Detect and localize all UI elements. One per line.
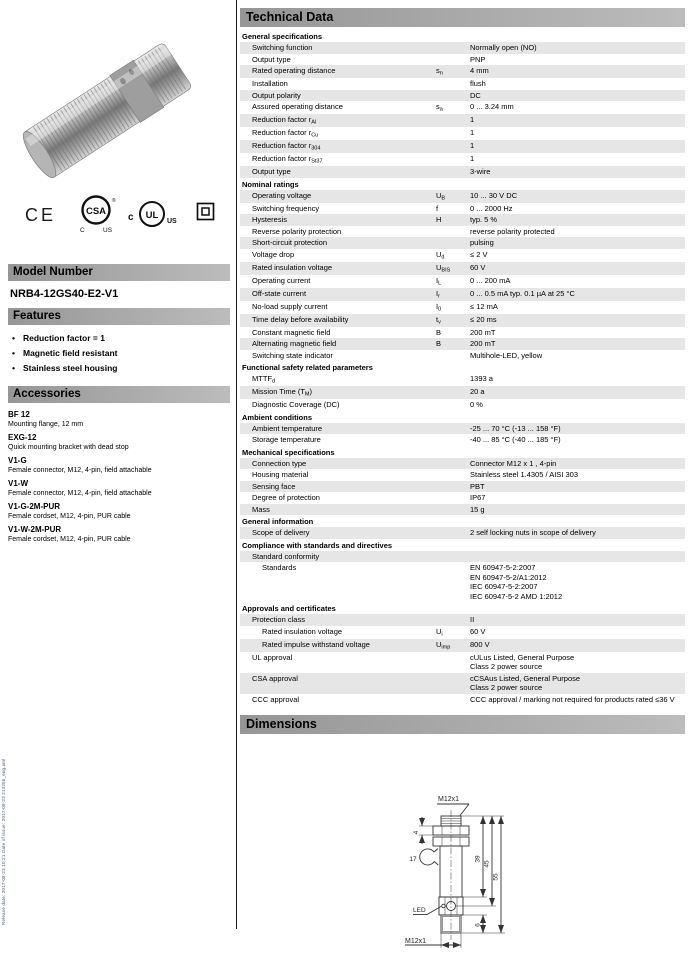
spec-value: flush xyxy=(470,79,486,88)
spec-value: PNP xyxy=(470,54,486,64)
spec-row xyxy=(240,166,685,178)
spec-row xyxy=(240,262,685,275)
dim-label-led: LED xyxy=(413,907,426,914)
spec-row xyxy=(240,481,685,493)
spec-row xyxy=(240,78,685,90)
svg-text:CSA: CSA xyxy=(85,206,107,217)
spec-label: Operating voltage xyxy=(252,190,312,200)
spec-label: Rated operating distance xyxy=(252,66,336,75)
accessory-name: EXG-12 xyxy=(8,433,37,442)
spec-label: Installation xyxy=(252,79,288,88)
spec-value: 0 ... 3.24 mm xyxy=(470,102,514,111)
spec-row xyxy=(240,614,685,626)
spec-row xyxy=(240,399,685,411)
cul-us-mark-icon xyxy=(126,198,180,232)
spec-value: 0 ... 0.5 mA typ. 0.1 µA at 25 °C xyxy=(470,288,575,298)
spec-row xyxy=(240,492,685,504)
spec-value: cULus Listed, General Purpose Class 2 power source xyxy=(470,652,575,671)
spec-value: 10 ... 30 V DC xyxy=(470,190,518,200)
dim-label-17: 17 xyxy=(409,856,417,863)
spec-row xyxy=(240,373,685,386)
accessory-description: Mounting flange, 12 mm xyxy=(8,421,84,428)
protection-class-ii-icon xyxy=(196,202,216,222)
spec-row xyxy=(240,114,685,127)
sensor-body-illustration xyxy=(18,41,194,182)
svg-text:UL: UL xyxy=(145,210,159,221)
spec-row xyxy=(240,214,685,226)
spec-value: 200 mT xyxy=(470,327,496,337)
svg-text:C: C xyxy=(80,227,85,234)
feature-item: • Reduction factor = 1 xyxy=(12,331,230,346)
spec-row xyxy=(240,54,685,66)
spec-label: $MTTF_d$ xyxy=(252,374,276,385)
spec-row xyxy=(240,327,685,339)
dim-label-6: 6 xyxy=(474,923,482,927)
spec-value: 1 xyxy=(470,128,475,137)
spec-row xyxy=(240,652,685,673)
spec-label: UL approval xyxy=(252,652,293,662)
spec-value: Stainless steel 1.4305 / AISI 303 xyxy=(470,470,578,479)
accessory-name: V1-W xyxy=(8,479,28,488)
dim-label-thread-bottom: M12x1 xyxy=(405,938,427,945)
dim-label-39: 39 xyxy=(474,855,482,863)
svg-text:US: US xyxy=(103,227,113,234)
feature-item: • Stainless steel housing xyxy=(12,361,230,376)
spec-value: 20 a xyxy=(470,387,485,396)
spec-symbol: $s_n$ xyxy=(436,66,443,77)
spec-row xyxy=(240,203,685,215)
dimension-drawing-svg xyxy=(375,754,600,969)
spec-symbol: B xyxy=(436,339,442,348)
spec-label: Switching frequency xyxy=(252,203,320,213)
spec-symbol: $t_v$ xyxy=(436,314,441,325)
features-header: Features xyxy=(8,308,230,325)
csa-mark-icon xyxy=(74,192,120,238)
spec-symbol: $U_d$ xyxy=(436,249,445,260)
feature-item: • Magnetic field resistant xyxy=(12,346,230,361)
spec-value: ≤ 12 mA xyxy=(470,301,498,311)
spec-label: No-load supply current xyxy=(252,301,328,311)
dim-label-55: 55 xyxy=(492,873,500,881)
spec-value: Multihole-LED, yellow xyxy=(470,350,543,360)
spec-symbol: $U_{imp}$ xyxy=(436,639,451,650)
spec-symbol: $U_i$ xyxy=(436,626,443,637)
spec-value: EN 60947-5-2:2007 EN 60947-5-2/A1:2012 IEC 60947-5-2:2007 IEC 60947-5-2 AMD 1:2012 xyxy=(470,563,563,601)
page-edge-footer-text: Release date: 2017-08-23 10:21 Date of issue: 2017-08-23 213256_eng.xml xyxy=(1,758,6,925)
spec-label: Output type xyxy=(252,54,291,64)
spec-row xyxy=(240,288,685,301)
spec-label: Off-state current xyxy=(252,288,307,298)
spec-label: Switching state indicator xyxy=(252,350,333,360)
spec-value: Normally open (NO) xyxy=(470,43,537,52)
column-divider-line xyxy=(236,0,237,929)
right-column xyxy=(240,8,685,974)
spec-symbol: $I_0$ xyxy=(436,301,442,312)
spec-value: cCSAus Listed, General Purpose Class 2 power source xyxy=(470,673,581,692)
tech-section-header: Approvals and certificates xyxy=(242,604,336,613)
spec-row xyxy=(240,551,685,563)
spec-label: Reduction factor $r_{St37}$ xyxy=(252,154,323,165)
spec-row xyxy=(240,458,685,470)
svg-text:c: c xyxy=(128,212,134,223)
spec-row xyxy=(240,434,685,446)
spec-value: Connector M12 x 1 , 4-pin xyxy=(470,458,557,468)
tech-section-header: Nominal ratings xyxy=(242,179,299,189)
svg-text:US: US xyxy=(167,218,177,225)
accessory-name: BF 12 xyxy=(8,410,30,419)
spec-value: pulsing xyxy=(470,238,494,247)
spec-value: 800 V xyxy=(470,639,490,649)
wrench-symbol xyxy=(420,849,439,866)
technical-data-table xyxy=(240,30,685,705)
spec-symbol: $I_r$ xyxy=(436,288,440,299)
spec-value: PBT xyxy=(470,481,485,491)
dim-label-45: 45 xyxy=(483,860,491,868)
spec-label: Reduction factor $r_{304}$ xyxy=(252,141,321,152)
spec-value: reverse polarity protected xyxy=(470,226,555,236)
spec-value: 60 V xyxy=(470,262,486,272)
certification-marks-row xyxy=(8,192,230,240)
dimensions-drawing xyxy=(375,754,685,974)
spec-row xyxy=(240,140,685,153)
features-list xyxy=(8,331,230,376)
spec-row xyxy=(240,504,685,516)
spec-value: -40 ... 85 °C (-40 ... 185 °F) xyxy=(470,435,561,444)
spec-row xyxy=(240,639,685,652)
spec-row xyxy=(240,101,685,114)
spec-row xyxy=(240,350,685,362)
spec-symbol: $U_B$ xyxy=(436,190,446,201)
spec-value: IP67 xyxy=(470,493,486,502)
spec-label: Output polarity xyxy=(252,90,301,100)
spec-label: Operating current xyxy=(252,275,311,285)
spec-row xyxy=(240,338,685,350)
spec-value: II xyxy=(470,615,475,624)
spec-label: Output type xyxy=(252,167,291,176)
tech-section-header: General information xyxy=(242,517,314,526)
spec-symbol: f xyxy=(436,203,439,213)
spec-value: CCC approval / marking not required for products rated ≤36 V xyxy=(470,694,675,704)
spec-label: Standards xyxy=(262,563,297,572)
accessory-description: Female connector, M12, 4-pin, field attachable xyxy=(8,490,152,497)
spec-label: Mass xyxy=(252,504,270,514)
spec-value: ≤ 2 V xyxy=(470,249,488,259)
spec-label: Connection type xyxy=(252,458,307,468)
spec-row xyxy=(240,226,685,238)
spec-value: 0 ... 200 mA xyxy=(470,275,511,285)
spec-value: DC xyxy=(470,90,481,100)
spec-row xyxy=(240,527,685,539)
spec-label: Rated insulation voltage xyxy=(252,262,333,272)
spec-row xyxy=(240,249,685,262)
tech-section-header: Ambient conditions xyxy=(242,412,312,422)
spec-label: Hysteresis xyxy=(252,215,288,224)
spec-row xyxy=(240,423,685,435)
spec-value: 15 g xyxy=(470,504,485,514)
spec-label: Assured operating distance xyxy=(252,102,343,111)
dimensions-header: Dimensions xyxy=(240,715,685,734)
spec-label: Housing material xyxy=(252,470,309,479)
tech-section-header: Functional safety related parameters xyxy=(242,363,373,372)
accessory-name: V1-G-2M-PUR xyxy=(8,502,61,511)
spec-label: Reduction factor $r_{Al}$ xyxy=(252,115,317,126)
spec-label: CSA approval xyxy=(252,673,298,683)
spec-label: Switching function xyxy=(252,43,313,52)
product-photo xyxy=(8,8,223,186)
spec-row xyxy=(240,237,685,249)
svg-text:CE: CE xyxy=(25,205,57,225)
spec-row xyxy=(240,694,685,706)
accessory-name: V1-W-2M-PUR xyxy=(8,525,62,534)
spec-symbol: $I_L$ xyxy=(436,275,442,286)
spec-label: Constant magnetic field xyxy=(252,327,331,337)
spec-symbol: $U_{BIS}$ xyxy=(436,262,451,273)
spec-value: 1 xyxy=(470,154,475,163)
accessories-list xyxy=(8,407,230,545)
ce-mark-icon xyxy=(22,202,62,226)
spec-row xyxy=(240,673,685,694)
spec-label: Diagnostic Coverage (DC) xyxy=(252,400,340,409)
spec-label: Mission Time $(T_M)$ xyxy=(252,387,313,398)
accessories-header: Accessories xyxy=(8,386,230,403)
spec-value: 2 self locking nuts in scope of delivery xyxy=(470,528,596,537)
spec-label: Voltage drop xyxy=(252,249,295,259)
accessory-description: Quick mounting bracket with dead stop xyxy=(8,444,129,451)
spec-label: Storage temperature xyxy=(252,435,321,444)
spec-value: 3-wire xyxy=(470,167,491,176)
spec-row xyxy=(240,190,685,203)
spec-value: 1 xyxy=(470,141,475,150)
spec-row xyxy=(240,386,685,399)
left-column xyxy=(8,0,230,545)
accessory-description: Female cordset, M12, 4-pin, PUR cable xyxy=(8,513,131,520)
spec-label: Standard conformity xyxy=(252,551,320,561)
spec-label: Degree of protection xyxy=(252,493,320,502)
technical-data-header: Technical Data xyxy=(240,8,685,27)
spec-row xyxy=(240,153,685,166)
spec-row xyxy=(240,127,685,140)
spec-label: Reverse polarity protection xyxy=(252,226,342,236)
spec-label: Protection class xyxy=(252,615,305,624)
dim-label-thread-top: M12x1 xyxy=(438,796,460,803)
spec-symbol: H xyxy=(436,215,442,224)
model-number-header: Model Number xyxy=(8,264,230,281)
spec-row xyxy=(240,275,685,288)
spec-value: 60 V xyxy=(470,626,486,636)
spec-row xyxy=(240,626,685,639)
accessory-description: Female cordset, M12, 4-pin, PUR cable xyxy=(8,536,131,543)
spec-symbol: $s_a$ xyxy=(436,102,443,113)
spec-row xyxy=(240,314,685,327)
dim-label-4: 4 xyxy=(413,830,420,835)
spec-label: Reduction factor $r_{Cu}$ xyxy=(252,128,319,139)
spec-label: Alternating magnetic field xyxy=(252,339,337,348)
spec-value: ≤ 20 ms xyxy=(470,314,497,324)
spec-row xyxy=(240,469,685,481)
spec-label: CCC approval xyxy=(252,694,300,704)
spec-row xyxy=(240,301,685,314)
spec-value: 200 mT xyxy=(470,339,496,348)
spec-value: 1 xyxy=(470,115,475,124)
spec-value: 1393 a xyxy=(470,374,493,383)
spec-value: 4 mm xyxy=(470,66,489,75)
spec-value: 0 ... 2000 Hz xyxy=(470,203,513,213)
spec-label: Rated impulse withstand voltage xyxy=(262,639,370,649)
spec-label: Sensing face xyxy=(252,481,296,491)
spec-row xyxy=(240,42,685,54)
model-number: NRB4-12GS40-E2-V1 xyxy=(10,288,119,300)
spec-label: Scope of delivery xyxy=(252,528,310,537)
spec-label: Time delay before availability xyxy=(252,314,349,324)
spec-label: Short-circuit protection xyxy=(252,238,328,247)
spec-row xyxy=(240,65,685,78)
spec-label: Rated insulation voltage xyxy=(262,626,343,636)
accessory-description: Female connector, M12, 4-pin, field attachable xyxy=(8,467,152,474)
spec-label: Ambient temperature xyxy=(252,423,323,433)
spec-value: 0 % xyxy=(470,400,483,409)
spec-row xyxy=(240,562,685,602)
spec-value: typ. 5 % xyxy=(470,215,498,224)
accessory-name: V1-G xyxy=(8,456,27,465)
tech-section-header: Mechanical specifications xyxy=(242,447,335,457)
tech-section-header: Compliance with standards and directives xyxy=(242,540,393,550)
spec-value: -25 ... 70 °C (-13 ... 158 °F) xyxy=(470,423,561,433)
spec-symbol: B xyxy=(436,327,442,337)
tech-section-header: General specifications xyxy=(242,32,323,41)
svg-text:®: ® xyxy=(112,198,116,204)
spec-row xyxy=(240,90,685,102)
